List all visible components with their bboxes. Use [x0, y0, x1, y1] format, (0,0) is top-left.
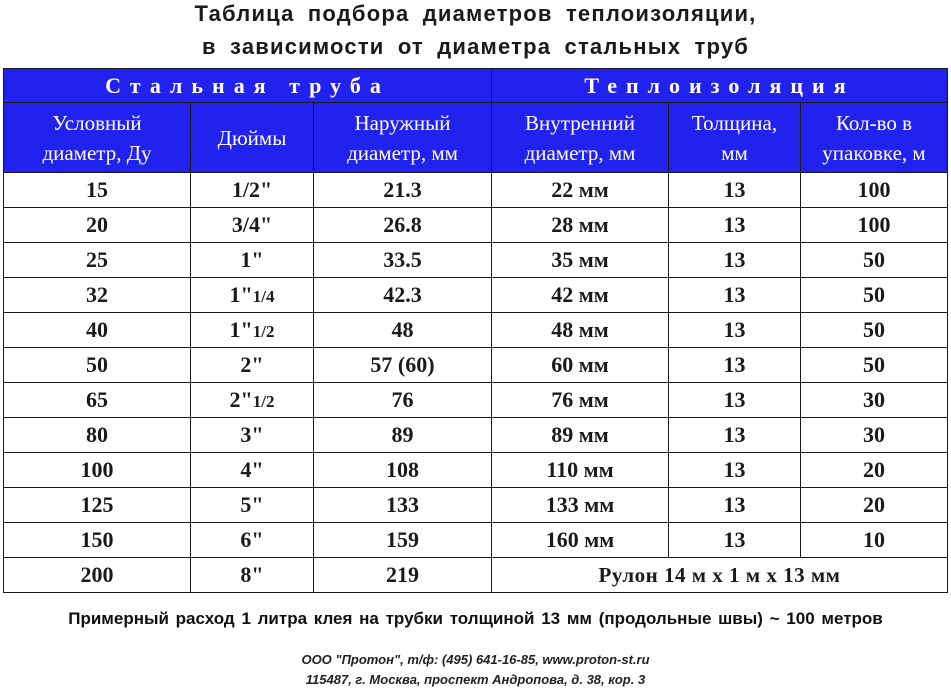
table-row — [4, 558, 948, 593]
cell-du: 125 — [4, 488, 191, 523]
cell-inch — [191, 418, 314, 453]
cell-inner: 110 мм — [492, 453, 669, 488]
cell-thick: 13 — [669, 313, 801, 348]
cell-du: 150 — [4, 523, 191, 558]
cell-inch — [191, 488, 314, 523]
group-header-row — [4, 69, 948, 103]
cell-thick: 13 — [669, 488, 801, 523]
column-header-row — [4, 103, 948, 173]
column-header-pack — [801, 103, 948, 173]
cell-thick: 13 — [669, 418, 801, 453]
cell-pack: 10 — [801, 523, 948, 558]
cell-inner: 89 мм — [492, 418, 669, 453]
cell-outer: 76 — [314, 383, 492, 418]
cell-pack: 50 — [801, 348, 948, 383]
column-header-line: упаковке, м — [822, 140, 926, 165]
column-header-line: Кол-во в — [835, 110, 913, 135]
cell-du: 200 — [4, 558, 191, 593]
inch-value: 4" — [240, 457, 264, 482]
page-title: Таблица подбора диаметров теплоизоляции, — [194, 1, 757, 26]
cell-thick: 13 — [669, 278, 801, 313]
table-body — [4, 173, 948, 593]
cell-inch — [191, 243, 314, 278]
cell-inner: 133 мм — [492, 488, 669, 523]
cell-outer: 57 (60) — [314, 348, 492, 383]
cell-inner: 76 мм — [492, 383, 669, 418]
table-row — [4, 278, 948, 313]
cell-pack: 20 — [801, 453, 948, 488]
column-header-line: Внутренний — [525, 110, 635, 135]
cell-inch — [191, 453, 314, 488]
cell-thick: 13 — [669, 383, 801, 418]
column-header-line: Наружный — [354, 110, 451, 135]
inch-fraction: 1/2 — [252, 392, 275, 411]
cell-thick: 13 — [669, 173, 801, 208]
table-row — [4, 208, 948, 243]
table-row — [4, 453, 948, 488]
cell-inner: 48 мм — [492, 313, 669, 348]
cell-thick: 13 — [669, 453, 801, 488]
cell-pack: 100 — [801, 173, 948, 208]
column-header-outer — [314, 103, 492, 173]
inch-value: 3" — [240, 422, 264, 447]
cell-inner: 160 мм — [492, 523, 669, 558]
page-subtitle: в зависимости от диаметра стальных труб — [201, 34, 750, 59]
cell-outer: 42.3 — [314, 278, 492, 313]
column-header-line: Толщина, — [691, 110, 778, 135]
column-header-line: Условный — [52, 110, 142, 135]
cell-outer: 48 — [314, 313, 492, 348]
column-header-inch — [191, 103, 314, 173]
table-row — [4, 383, 948, 418]
cell-outer: 33.5 — [314, 243, 492, 278]
cell-outer: 21.3 — [314, 173, 492, 208]
inch-value: 1/2" — [231, 177, 273, 202]
inch-value: 1" — [229, 282, 253, 307]
cell-outer: 108 — [314, 453, 492, 488]
cell-du: 80 — [4, 418, 191, 453]
cell-pack: 20 — [801, 488, 948, 523]
cell-inner: 42 мм — [492, 278, 669, 313]
table-row — [4, 313, 948, 348]
cell-thick: 13 — [669, 523, 801, 558]
glue-consumption-note: Примерный расход 1 литра клея на трубки толщиной 13 мм (продольные швы) ~ 100 метров — [68, 609, 883, 628]
cell-pack: 30 — [801, 383, 948, 418]
cell-du: 100 — [4, 453, 191, 488]
insulation-table — [3, 68, 948, 593]
inch-value: 1" — [229, 317, 253, 342]
cell-inch — [191, 208, 314, 243]
cell-pack: 100 — [801, 208, 948, 243]
table-row — [4, 173, 948, 208]
group-header-steel: Стальная труба — [4, 69, 492, 103]
cell-du: 20 — [4, 208, 191, 243]
cell-inch — [191, 523, 314, 558]
cell-outer: 133 — [314, 488, 492, 523]
cell-du: 40 — [4, 313, 191, 348]
inch-value: 3/4" — [231, 212, 273, 237]
cell-inch — [191, 173, 314, 208]
inch-value: 2" — [229, 387, 253, 412]
cell-inch — [191, 348, 314, 383]
column-header-line: диаметр, мм — [347, 140, 458, 165]
cell-inner: 28 мм — [492, 208, 669, 243]
cell-inch: 8" — [191, 558, 314, 593]
cell-inch — [191, 383, 314, 418]
cell-inner: 22 мм — [492, 173, 669, 208]
cell-inner: 35 мм — [492, 243, 669, 278]
table-row — [4, 348, 948, 383]
cell-du: 65 — [4, 383, 191, 418]
cell-thick: 13 — [669, 348, 801, 383]
column-header-line: мм — [721, 140, 748, 165]
cell-du: 32 — [4, 278, 191, 313]
cell-inch — [191, 313, 314, 348]
cell-pack: 50 — [801, 243, 948, 278]
cell-outer: 89 — [314, 418, 492, 453]
table-row — [4, 418, 948, 453]
cell-pack: 30 — [801, 418, 948, 453]
cell-outer: 26.8 — [314, 208, 492, 243]
inch-value: 6" — [240, 527, 264, 552]
cell-inner: 60 мм — [492, 348, 669, 383]
cell-inch — [191, 278, 314, 313]
company-address: 115487, г. Москва, проспект Андропова, д. 38, кор. 3 — [305, 672, 646, 687]
table-row — [4, 488, 948, 523]
table-row — [4, 523, 948, 558]
inch-value: 2" — [240, 352, 264, 377]
cell-roll: Рулон 14 м х 1 м х 13 мм — [492, 558, 948, 593]
company-contact: ООО "Протон", т/ф: (495) 641-16-85, www.proton-st.ru — [301, 652, 650, 667]
column-header-line: диаметр, мм — [524, 140, 636, 165]
cell-du: 25 — [4, 243, 191, 278]
cell-outer: 219 — [314, 558, 492, 593]
cell-pack: 50 — [801, 278, 948, 313]
cell-du: 50 — [4, 348, 191, 383]
column-header-line: диаметр, Ду — [42, 140, 152, 165]
cell-thick: 13 — [669, 243, 801, 278]
cell-outer: 159 — [314, 523, 492, 558]
cell-pack: 50 — [801, 313, 948, 348]
column-header-thickness — [669, 103, 801, 173]
column-header-line: Дюймы — [217, 125, 287, 150]
cell-thick: 13 — [669, 208, 801, 243]
column-header-inner — [492, 103, 669, 173]
inch-value: 1" — [240, 247, 264, 272]
inch-fraction: 1/4 — [252, 287, 275, 306]
column-header-du — [4, 103, 191, 173]
inch-fraction: 1/2 — [252, 322, 275, 341]
cell-du: 15 — [4, 173, 191, 208]
group-header-insulation: Теплоизоляция — [492, 69, 948, 103]
table-row — [4, 243, 948, 278]
inch-value: 5" — [240, 492, 264, 517]
